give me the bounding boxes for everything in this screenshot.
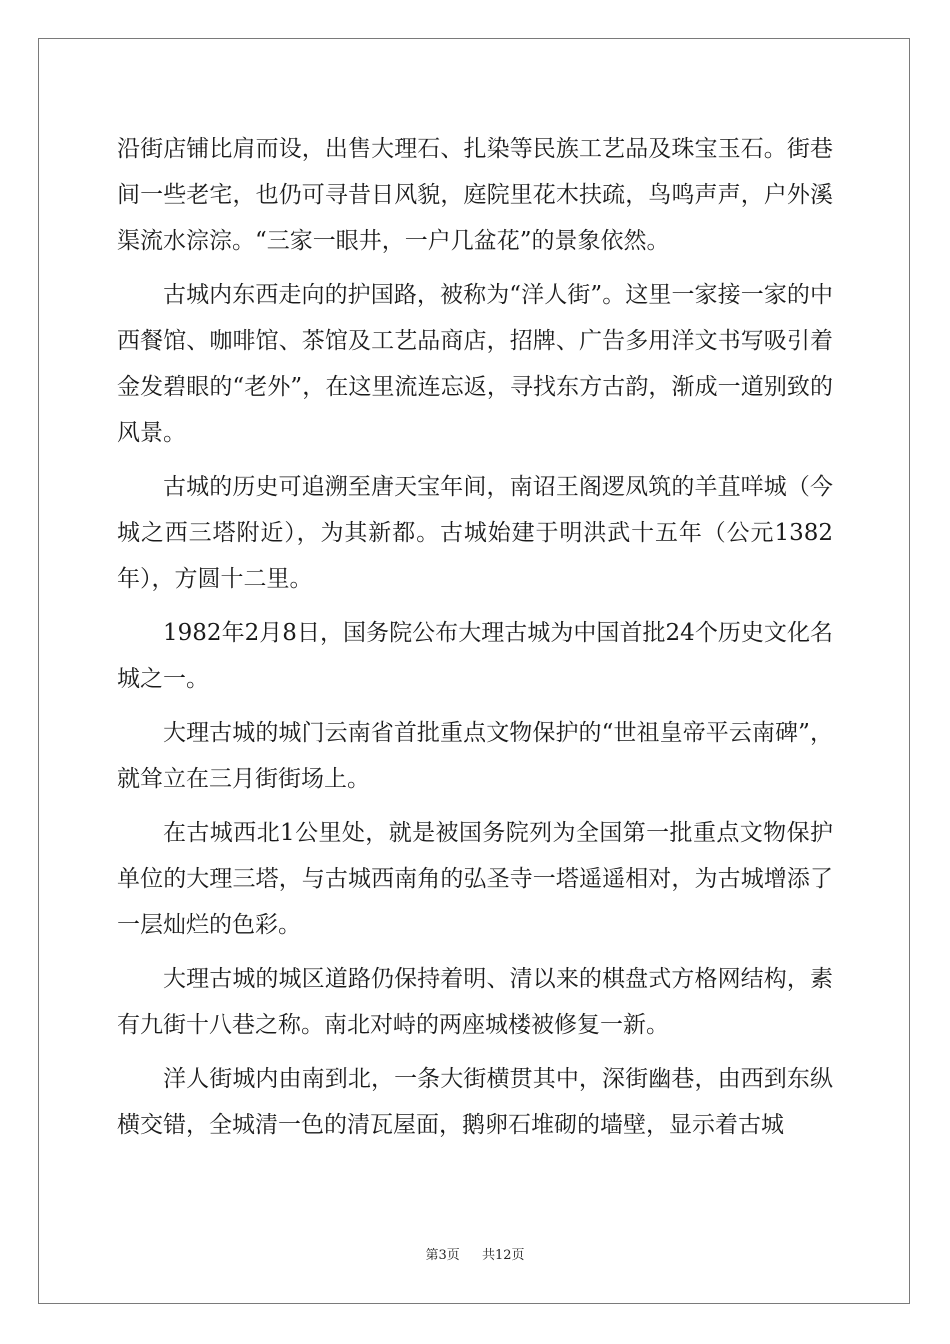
paragraph-7: 大理古城的城区道路仍保持着明、清以来的棋盘式方格网结构，素有九街十八巷之称。南北对峙的两座城楼被修复一新。 bbox=[117, 966, 833, 1038]
paragraph-4: 1982年2月8日，国务院公布大理古城为中国首批24个历史文化名城之一。 bbox=[117, 620, 833, 692]
page-footer bbox=[0, 1244, 950, 1263]
paragraph-5: 大理古城的城门云南省首批重点文物保护的“世祖皇帝平云南碑”，就耸立在三月街街场上。 bbox=[117, 720, 833, 792]
paragraph-1: 沿街店铺比肩而设，出售大理石、扎染等民族工艺品及珠宝玉石。街巷间一些老宅，也仍可寻昔日风貌，庭院里花木扶疏，鸟鸣声声，户外溪渠流水淙淙。“三家一眼井，一户几盆花”的景象依然。 bbox=[117, 136, 833, 254]
paragraph-2: 古城内东西走向的护国路，被称为“洋人街”。这里一家接一家的中西餐馆、咖啡馆、茶馆及工艺品商店，招牌、广告多用洋文书写吸引着金发碧眼的“老外”，在这里流连忘返，寻找东方古韵，渐成一道别致的风景。 bbox=[117, 282, 833, 446]
page-number: 第3页 bbox=[425, 1248, 460, 1263]
paragraph-8: 洋人街城内由南到北，一条大街横贯其中，深街幽巷，由西到东纵横交错，全城清一色的清瓦屋面，鹅卵石堆砌的墙壁，显示着古城 bbox=[117, 1066, 833, 1138]
paragraph-6: 在古城西北1公里处，就是被国务院列为全国第一批重点文物保护单位的大理三塔，与古城西南角的弘圣寺一塔遥遥相对，为古城增添了一层灿烂的色彩。 bbox=[117, 820, 833, 938]
document-body bbox=[117, 126, 833, 1156]
page-total: 共12页 bbox=[482, 1248, 525, 1263]
paragraph-3: 古城的历史可追溯至唐天宝年间，南诏王阁逻凤筑的羊苴咩城（今城之西三塔附近），为其新都。古城始建于明洪武十五年（公元1382年），方圆十二里。 bbox=[117, 474, 833, 592]
